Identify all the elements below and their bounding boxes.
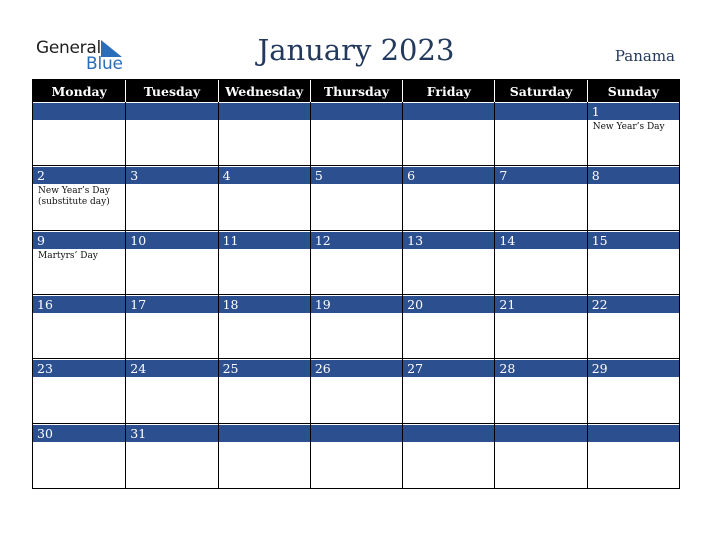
day-cell	[310, 359, 402, 423]
holiday-label	[588, 377, 679, 379]
holiday-label	[126, 184, 217, 186]
holiday-label	[33, 120, 125, 122]
day-cell	[494, 166, 586, 230]
holiday-label	[33, 377, 125, 379]
day-number	[219, 424, 310, 442]
day-number: 26	[311, 359, 402, 377]
day-cell	[310, 166, 402, 230]
day-cell	[125, 166, 217, 230]
day-number: 23	[33, 359, 125, 377]
holiday-label	[219, 184, 310, 186]
day-number: 21	[495, 295, 586, 313]
day-cell	[587, 359, 679, 423]
logo-word-blue: Blue	[86, 54, 123, 74]
day-cell	[494, 295, 586, 359]
day-number: 4	[219, 166, 310, 184]
day-cell	[402, 295, 494, 359]
day-number: 12	[311, 231, 402, 249]
month-title: January 2023	[257, 33, 455, 67]
holiday-label: New Year’s Day (substitute day)	[38, 186, 110, 208]
day-cell	[218, 102, 310, 166]
day-cell	[33, 231, 125, 295]
day-cell	[33, 359, 125, 423]
day-cell	[494, 359, 586, 423]
day-number	[495, 424, 586, 442]
day-number	[311, 424, 402, 442]
day-number	[126, 102, 217, 120]
day-cell	[125, 359, 217, 423]
holiday-label	[219, 313, 310, 315]
holiday-label	[495, 184, 586, 186]
weekday-header: Saturday	[494, 80, 586, 102]
day-cell	[310, 102, 402, 166]
holiday-label	[495, 442, 586, 444]
day-number: 5	[311, 166, 402, 184]
day-number	[403, 424, 494, 442]
day-number: 14	[495, 231, 586, 249]
day-number: 11	[219, 231, 310, 249]
day-cell	[218, 231, 310, 295]
day-cell	[33, 424, 125, 488]
day-number: 19	[311, 295, 402, 313]
day-cell	[587, 295, 679, 359]
day-number: 25	[219, 359, 310, 377]
day-number: 28	[495, 359, 586, 377]
holiday-label	[311, 184, 402, 186]
day-cell	[33, 295, 125, 359]
day-number: 18	[219, 295, 310, 313]
weekday-header: Friday	[402, 80, 494, 102]
holiday-label	[219, 120, 310, 122]
holiday-label	[33, 442, 125, 444]
day-cell	[494, 424, 586, 488]
holiday-label	[311, 120, 402, 122]
day-cell	[587, 231, 679, 295]
holiday-label	[588, 184, 679, 186]
holiday-label	[126, 313, 217, 315]
holiday-label	[126, 249, 217, 251]
holiday-label	[311, 313, 402, 315]
day-cell	[402, 166, 494, 230]
day-cell	[310, 295, 402, 359]
day-number	[588, 424, 679, 442]
day-number: 2	[33, 166, 125, 184]
day-number	[495, 102, 586, 120]
day-number: 27	[403, 359, 494, 377]
month-grid	[32, 79, 680, 489]
day-cell	[587, 424, 679, 488]
holiday-label	[588, 313, 679, 315]
holiday-label	[219, 442, 310, 444]
day-number: 6	[403, 166, 494, 184]
country-label: Panama	[614, 47, 675, 65]
day-cell	[402, 102, 494, 166]
holiday-label: Martyrs’ Day	[38, 250, 98, 261]
day-cell	[33, 102, 125, 166]
holiday-label	[403, 442, 494, 444]
holiday-label	[219, 377, 310, 379]
day-number	[219, 102, 310, 120]
day-number: 10	[126, 231, 217, 249]
holiday-label	[311, 249, 402, 251]
day-cell	[402, 359, 494, 423]
day-number: 9	[33, 231, 125, 249]
weekday-header: Sunday	[587, 80, 679, 102]
day-cell	[310, 231, 402, 295]
day-number: 29	[588, 359, 679, 377]
holiday-label	[403, 249, 494, 251]
day-number: 24	[126, 359, 217, 377]
day-number: 16	[33, 295, 125, 313]
day-cell	[402, 231, 494, 295]
weekday-header: Wednesday	[218, 80, 310, 102]
day-cell	[587, 166, 679, 230]
holiday-label: New Year’s Day	[592, 122, 665, 132]
day-cell	[494, 231, 586, 295]
weekday-header: Monday	[33, 80, 125, 102]
holiday-label	[126, 120, 217, 122]
day-cell	[310, 424, 402, 488]
holiday-label	[126, 377, 217, 379]
day-number	[403, 102, 494, 120]
day-number: 8	[588, 166, 679, 184]
day-number: 22	[588, 295, 679, 313]
day-number: 17	[126, 295, 217, 313]
day-number: 31	[126, 424, 217, 442]
day-cell	[218, 295, 310, 359]
holiday-label	[311, 377, 402, 379]
logo-word-general: General	[36, 38, 101, 58]
weekday-header: Thursday	[310, 80, 402, 102]
holiday-label	[403, 120, 494, 122]
day-cell	[218, 424, 310, 488]
holiday-label	[311, 442, 402, 444]
day-number: 30	[33, 424, 125, 442]
holiday-label	[33, 313, 125, 315]
holiday-label	[495, 120, 586, 122]
day-number: 13	[403, 231, 494, 249]
day-number: 1	[588, 102, 679, 120]
day-number: 20	[403, 295, 494, 313]
day-number: 3	[126, 166, 217, 184]
day-cell	[587, 102, 679, 166]
holiday-label	[495, 249, 586, 251]
weekday-header: Tuesday	[125, 80, 217, 102]
day-cell	[125, 424, 217, 488]
day-cell	[218, 166, 310, 230]
day-cell	[218, 359, 310, 423]
day-cell	[125, 102, 217, 166]
holiday-label	[495, 313, 586, 315]
day-number	[33, 102, 125, 120]
holiday-label	[403, 184, 494, 186]
day-cell	[33, 166, 125, 230]
holiday-label	[588, 249, 679, 251]
holiday-label	[495, 377, 586, 379]
day-number	[311, 102, 402, 120]
day-cell	[494, 102, 586, 166]
day-number: 15	[588, 231, 679, 249]
day-cell	[402, 424, 494, 488]
holiday-label	[403, 313, 494, 315]
day-cell	[125, 231, 217, 295]
day-cell	[125, 295, 217, 359]
holiday-label	[126, 442, 217, 444]
holiday-label	[588, 442, 679, 444]
holiday-label	[219, 249, 310, 251]
day-number: 7	[495, 166, 586, 184]
holiday-label	[403, 377, 494, 379]
